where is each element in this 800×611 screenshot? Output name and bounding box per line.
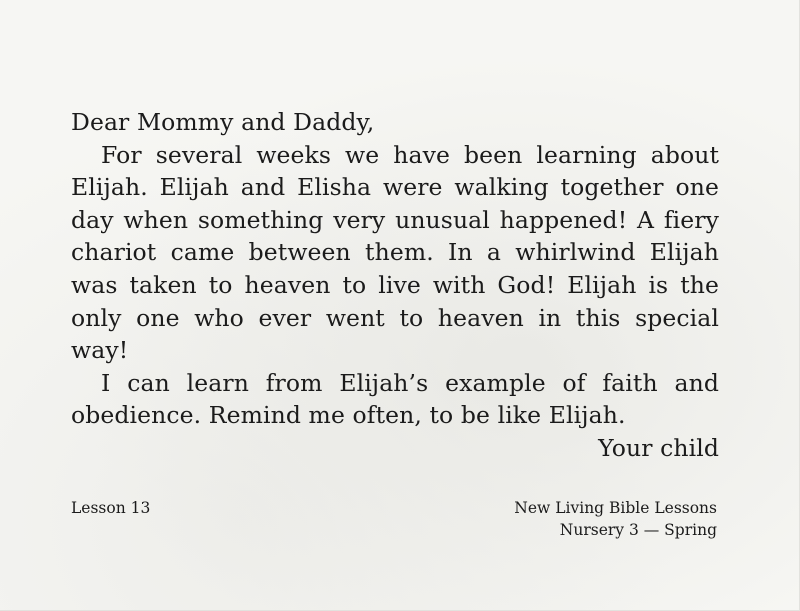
salutation: Dear Mommy and Daddy, (71, 108, 375, 136)
signoff: Your child (598, 433, 719, 462)
series-title: New Living Bible Lessons (514, 499, 717, 517)
paragraph-1: For several weeks we have been learning about Elijah. Elijah and Elisha were walking together one day when something very unusual happened! A fiery chariot came between them. In a whirlwind Elijah was taken to heaven to live with God! Elijah is the only one who ever went to heaven in this special way! (71, 140, 719, 365)
series-level: Nursery 3 — Spring (559, 521, 717, 539)
letter-body (71, 106, 719, 465)
paragraph-2: I can learn from Elijah’s example of faith and obedience. Remind me often, to be like Elijah. (71, 368, 719, 430)
lesson-label: Lesson 13 (71, 499, 151, 517)
series-info (514, 497, 717, 541)
